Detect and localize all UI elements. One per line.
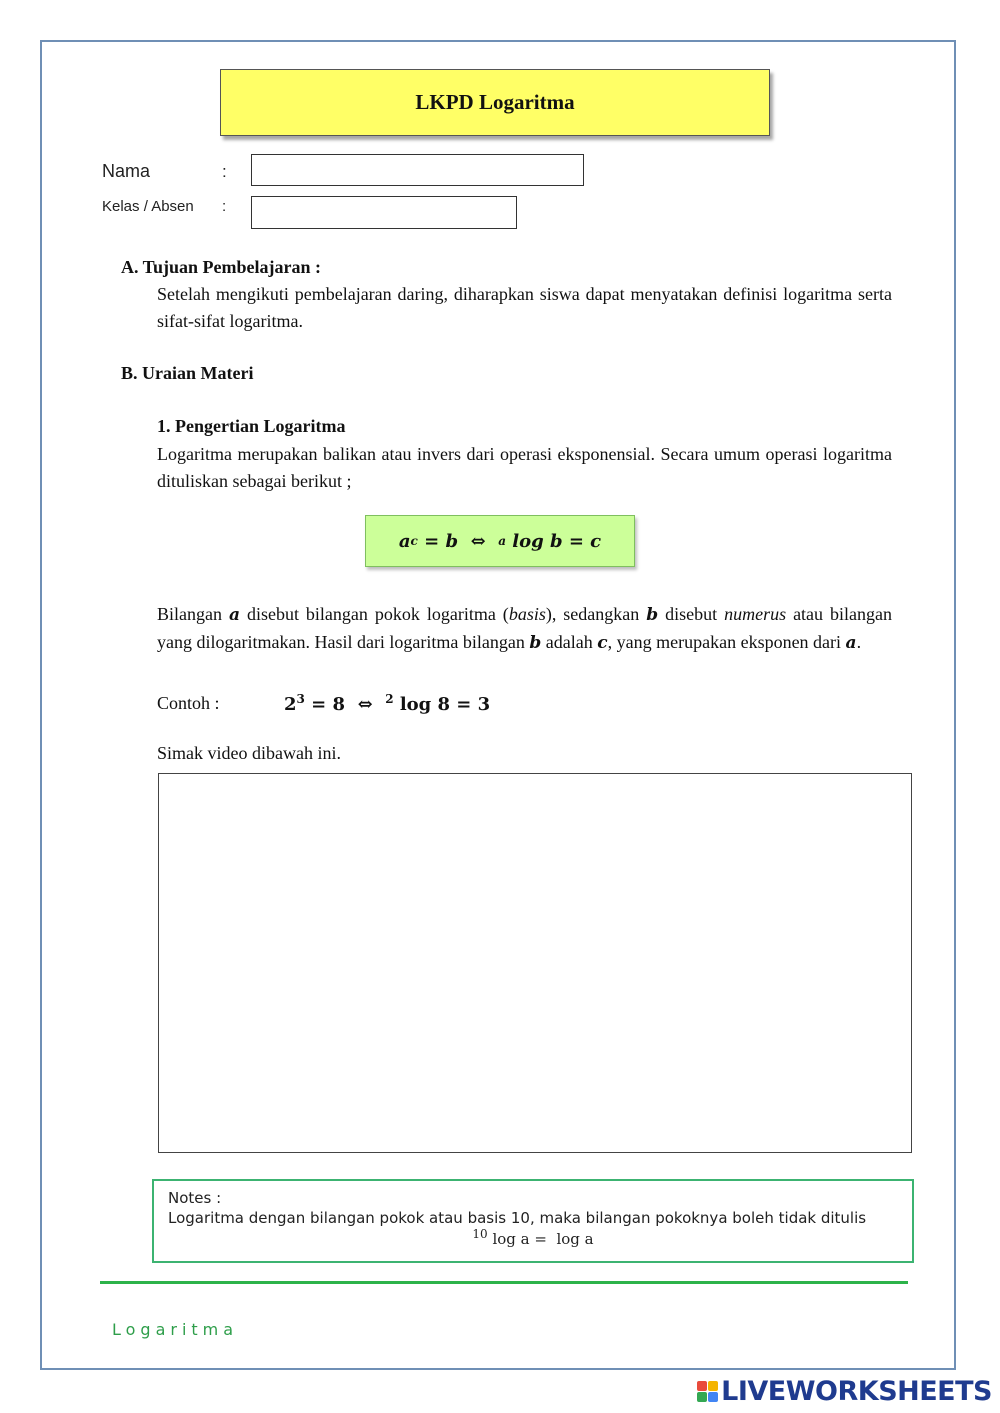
- section-b-heading: B. Uraian Materi: [121, 363, 254, 383]
- class-input[interactable]: [251, 196, 517, 229]
- example-label: Contoh :: [157, 693, 220, 713]
- video-prompt: Simak video dibawah ini.: [157, 743, 341, 763]
- notes-box: [152, 1179, 914, 1263]
- class-label: Kelas / Absen: [102, 198, 194, 215]
- name-input[interactable]: [251, 154, 584, 186]
- formula-equivalence: = b ⇔: [417, 530, 499, 552]
- liveworksheets-brand[interactable]: [697, 1376, 992, 1407]
- brand-text: LIVEWORKSHEETS: [721, 1376, 992, 1407]
- definition-explanation: Bilangan a disebut bilangan pokok logaritma (basis), sedangkan b disebut numerus atau bilangan yang dilogaritmakan. Hasil dari logaritma bilangan b adalah c, yang merupakan eksponen dari a.: [157, 604, 893, 653]
- notes-formula: $^{10}$ log a = log a: [472, 1227, 594, 1248]
- formula-log-part: log b = c: [506, 530, 602, 552]
- notes-text: Logaritma dengan bilangan pokok atau basis 10, maka bilangan pokoknya boleh tidak ditulis: [168, 1209, 867, 1227]
- class-colon: :: [222, 198, 227, 215]
- liveworksheets-logo-icon: [697, 1381, 718, 1402]
- subsection-1-heading: 1. Pengertian Logaritma: [157, 416, 346, 436]
- title-text: LKPD Logaritma: [415, 90, 575, 114]
- example-formula: $2^3 = 8$ ⇔ $^2$ log 8 = 3: [284, 692, 491, 715]
- section-a-text: Setelah mengikuti pembelajaran daring, diharapkan siswa dapat menyatakan definisi logaritma serta sifat-sifat logaritma.: [157, 284, 892, 331]
- subsection-1-text: Logaritma merupakan balikan atau invers dari operasi eksponensial. Secara umum operasi logaritma dituliskan sebagai berikut ;: [157, 444, 892, 491]
- formula-base: a: [398, 530, 411, 552]
- footer-text: Logaritma: [112, 1320, 239, 1339]
- page-title: [220, 69, 770, 136]
- name-colon: :: [222, 162, 227, 181]
- formula-log-base: a: [498, 534, 506, 548]
- footer-divider: [100, 1281, 908, 1284]
- notes-label: Notes :: [168, 1189, 222, 1207]
- name-label: Nama: [102, 161, 151, 181]
- video-embed[interactable]: [158, 773, 912, 1153]
- definition-formula: [365, 515, 635, 567]
- formula-exponent: c: [410, 534, 418, 548]
- section-a-heading: A. Tujuan Pembelajaran :: [121, 257, 322, 277]
